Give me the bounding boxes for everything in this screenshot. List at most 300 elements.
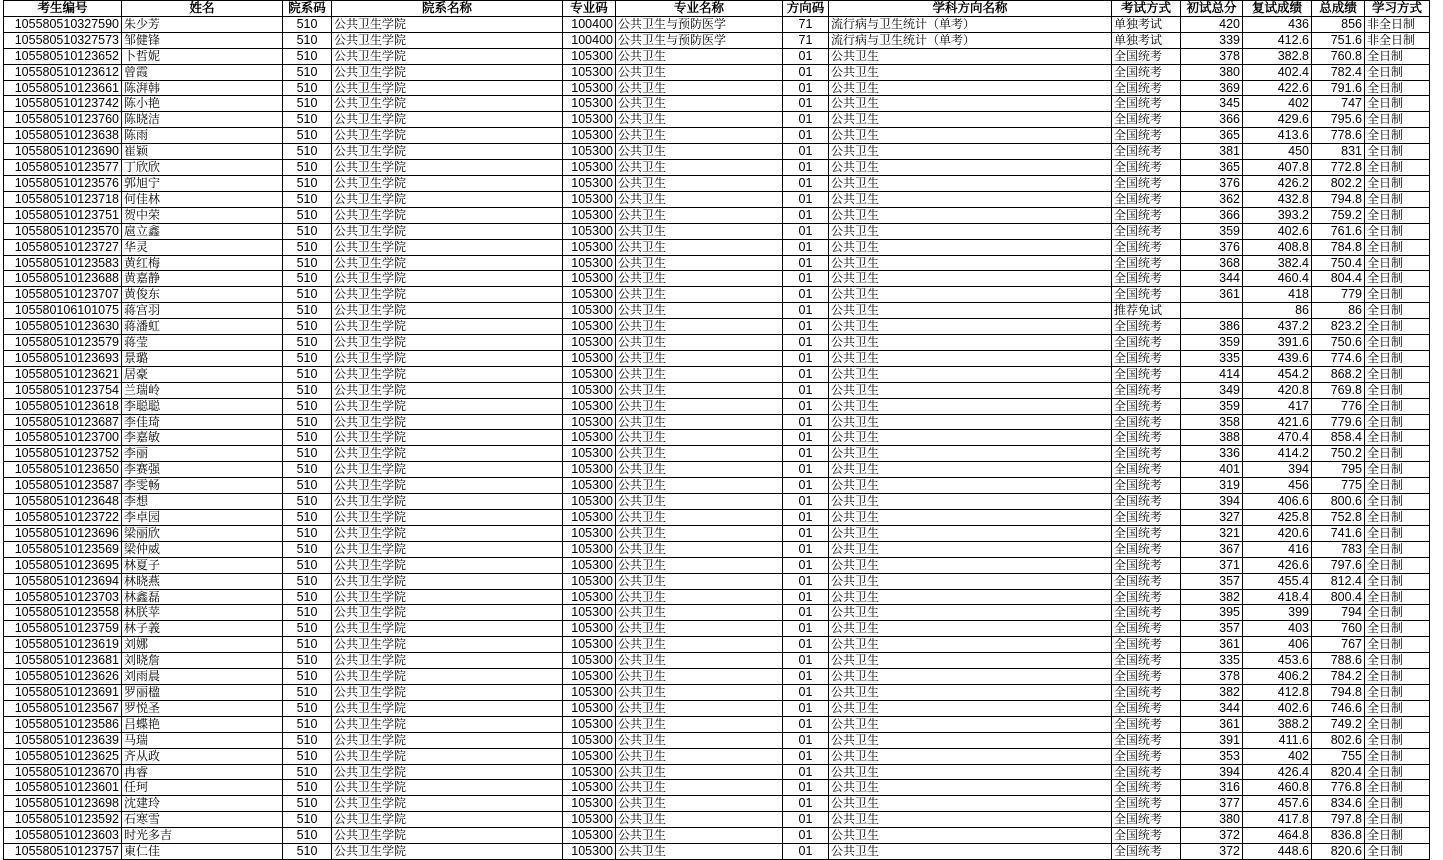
cell-dept-name: 公共卫生学院	[332, 16, 563, 32]
table-row	[4, 557, 1430, 573]
table-row	[4, 191, 1430, 207]
cell-dept-name: 公共卫生学院	[332, 796, 563, 812]
cell-dept-code: 510	[283, 382, 332, 398]
cell-direction-name: 公共卫生	[829, 828, 1112, 844]
cell-exam-type: 全国统考	[1112, 287, 1181, 303]
cell-retest-score: 382.8	[1243, 48, 1312, 64]
cell-exam-type: 推荐免试	[1112, 303, 1181, 319]
cell-candidate-id: 105580510123639	[4, 732, 122, 748]
cell-candidate-id: 105580510123601	[4, 780, 122, 796]
cell-name: 石寒雪	[122, 812, 283, 828]
cell-candidate-id: 105580510123661	[4, 80, 122, 96]
cell-study-mode: 全日制	[1365, 446, 1430, 462]
cell-total-score: 794.8	[1312, 191, 1365, 207]
cell-prelim-total: 359	[1181, 223, 1243, 239]
cell-direction-code: 01	[783, 557, 829, 573]
cell-candidate-id: 105580510123754	[4, 382, 122, 398]
cell-direction-name: 公共卫生	[829, 621, 1112, 637]
cell-direction-code: 01	[783, 716, 829, 732]
cell-major-code: 105300	[563, 335, 616, 351]
cell-direction-code: 01	[783, 144, 829, 160]
cell-study-mode: 全日制	[1365, 796, 1430, 812]
cell-retest-score: 399	[1243, 605, 1312, 621]
cell-exam-type: 全国统考	[1112, 621, 1181, 637]
cell-major-code: 105300	[563, 669, 616, 685]
cell-major-name: 公共卫生与预防医学	[616, 16, 783, 32]
cell-exam-type: 全国统考	[1112, 462, 1181, 478]
cell-major-name: 公共卫生	[616, 303, 783, 319]
table-row	[4, 160, 1430, 176]
cell-prelim-total: 319	[1181, 478, 1243, 494]
cell-major-code: 105300	[563, 684, 616, 700]
cell-direction-code: 01	[783, 319, 829, 335]
cell-major-code: 105300	[563, 716, 616, 732]
cell-major-code: 105300	[563, 525, 616, 541]
cell-prelim-total: 376	[1181, 175, 1243, 191]
cell-direction-name: 公共卫生	[829, 732, 1112, 748]
cell-major-code: 105300	[563, 223, 616, 239]
table-row	[4, 350, 1430, 366]
cell-dept-code: 510	[283, 398, 332, 414]
cell-study-mode: 全日制	[1365, 621, 1430, 637]
cell-name: 兰瑞岭	[122, 382, 283, 398]
cell-retest-score: 470.4	[1243, 430, 1312, 446]
cell-candidate-id: 105580510123742	[4, 96, 122, 112]
cell-dept-code: 510	[283, 96, 332, 112]
cell-dept-code: 510	[283, 764, 332, 780]
cell-major-code: 105300	[563, 605, 616, 621]
cell-candidate-id: 105580510123751	[4, 207, 122, 223]
cell-direction-code: 01	[783, 589, 829, 605]
cell-name: 齐从政	[122, 748, 283, 764]
cell-dept-name: 公共卫生学院	[332, 64, 563, 80]
cell-study-mode: 全日制	[1365, 191, 1430, 207]
column-header-candidate-id: 考生编号	[4, 1, 122, 17]
cell-retest-score: 402.6	[1243, 223, 1312, 239]
cell-major-name: 公共卫生	[616, 271, 783, 287]
cell-prelim-total: 321	[1181, 525, 1243, 541]
cell-total-score: 868.2	[1312, 366, 1365, 382]
cell-total-score: 800.4	[1312, 589, 1365, 605]
cell-candidate-id: 105580510123688	[4, 271, 122, 287]
cell-direction-name: 公共卫生	[829, 653, 1112, 669]
cell-name: 丁欣欣	[122, 160, 283, 176]
cell-direction-name: 公共卫生	[829, 414, 1112, 430]
column-header-direction-code: 方向码	[783, 1, 829, 17]
cell-prelim-total: 344	[1181, 700, 1243, 716]
cell-candidate-id: 105580510123687	[4, 414, 122, 430]
table-row	[4, 621, 1430, 637]
cell-dept-code: 510	[283, 223, 332, 239]
cell-name: 蒋潘虹	[122, 319, 283, 335]
column-header-dept-code: 院系码	[283, 1, 332, 17]
cell-direction-code: 01	[783, 748, 829, 764]
cell-major-code: 105300	[563, 700, 616, 716]
cell-retest-score: 457.6	[1243, 796, 1312, 812]
cell-major-code: 105300	[563, 430, 616, 446]
cell-candidate-id: 105580510123626	[4, 669, 122, 685]
cell-prelim-total: 353	[1181, 748, 1243, 764]
cell-dept-name: 公共卫生学院	[332, 844, 563, 860]
cell-name: 李嘉敏	[122, 430, 283, 446]
cell-name: 蒋宫羽	[122, 303, 283, 319]
cell-major-code: 105300	[563, 255, 616, 271]
cell-major-name: 公共卫生	[616, 223, 783, 239]
cell-total-score: 782.4	[1312, 64, 1365, 80]
cell-prelim-total: 380	[1181, 812, 1243, 828]
cell-prelim-total: 357	[1181, 621, 1243, 637]
cell-exam-type: 全国统考	[1112, 96, 1181, 112]
column-header-dept-name: 院系名称	[332, 1, 563, 17]
cell-exam-type: 全国统考	[1112, 796, 1181, 812]
cell-retest-score: 412.6	[1243, 32, 1312, 48]
table-row	[4, 446, 1430, 462]
cell-major-code: 105300	[563, 621, 616, 637]
cell-dept-code: 510	[283, 510, 332, 526]
cell-major-name: 公共卫生	[616, 335, 783, 351]
cell-direction-code: 01	[783, 350, 829, 366]
cell-candidate-id: 105580510123698	[4, 796, 122, 812]
cell-study-mode: 全日制	[1365, 557, 1430, 573]
cell-direction-code: 01	[783, 80, 829, 96]
cell-major-code: 105300	[563, 589, 616, 605]
cell-dept-code: 510	[283, 716, 332, 732]
cell-dept-name: 公共卫生学院	[332, 80, 563, 96]
cell-retest-score: 394	[1243, 462, 1312, 478]
cell-total-score: 823.2	[1312, 319, 1365, 335]
table-row	[4, 637, 1430, 653]
cell-direction-code: 01	[783, 605, 829, 621]
cell-direction-code: 01	[783, 812, 829, 828]
cell-exam-type: 全国统考	[1112, 319, 1181, 335]
cell-total-score: 797.6	[1312, 557, 1365, 573]
column-header-major-name: 专业名称	[616, 1, 783, 17]
cell-major-name: 公共卫生	[616, 510, 783, 526]
cell-name: 李聪聪	[122, 398, 283, 414]
table-row	[4, 96, 1430, 112]
cell-prelim-total: 388	[1181, 430, 1243, 446]
cell-direction-code: 01	[783, 335, 829, 351]
cell-candidate-id: 105580510123638	[4, 128, 122, 144]
cell-name: 罗丽楹	[122, 684, 283, 700]
cell-prelim-total: 362	[1181, 191, 1243, 207]
cell-direction-code: 01	[783, 796, 829, 812]
cell-retest-score: 450	[1243, 144, 1312, 160]
cell-name: 陈湃韩	[122, 80, 283, 96]
cell-exam-type: 全国统考	[1112, 255, 1181, 271]
cell-retest-score: 402.6	[1243, 700, 1312, 716]
cell-prelim-total	[1181, 303, 1243, 319]
cell-direction-name: 公共卫生	[829, 541, 1112, 557]
cell-major-name: 公共卫生	[616, 175, 783, 191]
cell-major-code: 105300	[563, 764, 616, 780]
cell-name: 郭旭宁	[122, 175, 283, 191]
cell-exam-type: 全国统考	[1112, 494, 1181, 510]
cell-exam-type: 全国统考	[1112, 557, 1181, 573]
cell-candidate-id: 105580510123592	[4, 812, 122, 828]
cell-major-code: 105300	[563, 96, 616, 112]
cell-dept-code: 510	[283, 430, 332, 446]
cell-dept-code: 510	[283, 541, 332, 557]
cell-dept-code: 510	[283, 350, 332, 366]
cell-total-score: 750.4	[1312, 255, 1365, 271]
cell-dept-name: 公共卫生学院	[332, 175, 563, 191]
table-row	[4, 255, 1430, 271]
cell-dept-code: 510	[283, 239, 332, 255]
cell-direction-name: 公共卫生	[829, 96, 1112, 112]
cell-major-name: 公共卫生	[616, 525, 783, 541]
cell-direction-name: 公共卫生	[829, 287, 1112, 303]
cell-dept-name: 公共卫生学院	[332, 144, 563, 160]
cell-dept-name: 公共卫生学院	[332, 494, 563, 510]
cell-prelim-total: 382	[1181, 589, 1243, 605]
cell-name: 任珂	[122, 780, 283, 796]
cell-dept-code: 510	[283, 605, 332, 621]
cell-dept-code: 510	[283, 525, 332, 541]
cell-direction-name: 公共卫生	[829, 525, 1112, 541]
cell-major-name: 公共卫生	[616, 366, 783, 382]
cell-candidate-id: 105580510123694	[4, 573, 122, 589]
cell-exam-type: 全国统考	[1112, 223, 1181, 239]
cell-prelim-total: 335	[1181, 653, 1243, 669]
cell-prelim-total: 349	[1181, 382, 1243, 398]
cell-exam-type: 全国统考	[1112, 350, 1181, 366]
cell-name: 東仁佳	[122, 844, 283, 860]
cell-exam-type: 全国统考	[1112, 510, 1181, 526]
table-row	[4, 414, 1430, 430]
cell-exam-type: 全国统考	[1112, 637, 1181, 653]
cell-direction-name: 公共卫生	[829, 160, 1112, 176]
cell-dept-name: 公共卫生学院	[332, 557, 563, 573]
cell-retest-score: 420.6	[1243, 525, 1312, 541]
cell-name: 马瑞	[122, 732, 283, 748]
cell-major-code: 105300	[563, 160, 616, 176]
cell-study-mode: 全日制	[1365, 716, 1430, 732]
cell-dept-code: 510	[283, 335, 332, 351]
cell-dept-code: 510	[283, 255, 332, 271]
cell-name: 崔颖	[122, 144, 283, 160]
cell-major-code: 105300	[563, 319, 616, 335]
cell-name: 李丽	[122, 446, 283, 462]
table-row	[4, 398, 1430, 414]
cell-study-mode: 全日制	[1365, 287, 1430, 303]
cell-dept-code: 510	[283, 653, 332, 669]
cell-study-mode: 全日制	[1365, 366, 1430, 382]
cell-name: 梁仲威	[122, 541, 283, 557]
cell-major-name: 公共卫生	[616, 462, 783, 478]
cell-total-score: 858.4	[1312, 430, 1365, 446]
cell-major-code: 105300	[563, 414, 616, 430]
cell-exam-type: 全国统考	[1112, 239, 1181, 255]
cell-name: 罗悦圣	[122, 700, 283, 716]
cell-prelim-total: 335	[1181, 350, 1243, 366]
cell-study-mode: 全日制	[1365, 303, 1430, 319]
cell-dept-name: 公共卫生学院	[332, 414, 563, 430]
cell-total-score: 750.2	[1312, 446, 1365, 462]
cell-direction-code: 01	[783, 112, 829, 128]
cell-prelim-total: 378	[1181, 669, 1243, 685]
cell-retest-score: 391.6	[1243, 335, 1312, 351]
cell-study-mode: 全日制	[1365, 525, 1430, 541]
cell-total-score: 776.8	[1312, 780, 1365, 796]
table-row	[4, 669, 1430, 685]
cell-dept-code: 510	[283, 589, 332, 605]
cell-dept-code: 510	[283, 462, 332, 478]
cell-total-score: 741.6	[1312, 525, 1365, 541]
cell-exam-type: 全国统考	[1112, 653, 1181, 669]
cell-direction-code: 01	[783, 430, 829, 446]
cell-direction-code: 01	[783, 128, 829, 144]
cell-name: 李卓园	[122, 510, 283, 526]
cell-direction-code: 01	[783, 175, 829, 191]
cell-major-name: 公共卫生	[616, 382, 783, 398]
cell-retest-score: 448.6	[1243, 844, 1312, 860]
cell-dept-name: 公共卫生学院	[332, 812, 563, 828]
cell-total-score: 794	[1312, 605, 1365, 621]
cell-exam-type: 全国统考	[1112, 128, 1181, 144]
cell-study-mode: 全日制	[1365, 414, 1430, 430]
cell-prelim-total: 366	[1181, 207, 1243, 223]
cell-total-score: 836.8	[1312, 828, 1365, 844]
cell-name: 沈建玲	[122, 796, 283, 812]
cell-major-code: 105300	[563, 494, 616, 510]
cell-direction-code: 01	[783, 653, 829, 669]
cell-prelim-total: 361	[1181, 716, 1243, 732]
cell-candidate-id: 105580510123691	[4, 684, 122, 700]
cell-exam-type: 全国统考	[1112, 605, 1181, 621]
table-row	[4, 780, 1430, 796]
cell-retest-score: 406.6	[1243, 494, 1312, 510]
column-header-exam-type: 考试方式	[1112, 1, 1181, 17]
cell-study-mode: 非全日制	[1365, 32, 1430, 48]
cell-major-name: 公共卫生	[616, 287, 783, 303]
cell-dept-name: 公共卫生学院	[332, 764, 563, 780]
cell-major-code: 105300	[563, 844, 616, 860]
cell-study-mode: 全日制	[1365, 478, 1430, 494]
cell-name: 吕蝶艳	[122, 716, 283, 732]
cell-dept-code: 510	[283, 16, 332, 32]
cell-dept-name: 公共卫生学院	[332, 382, 563, 398]
cell-prelim-total: 345	[1181, 96, 1243, 112]
cell-major-name: 公共卫生	[616, 64, 783, 80]
cell-candidate-id: 105580510123760	[4, 112, 122, 128]
cell-study-mode: 全日制	[1365, 175, 1430, 191]
cell-study-mode: 全日制	[1365, 732, 1430, 748]
cell-candidate-id: 105580510327573	[4, 32, 122, 48]
cell-dept-name: 公共卫生学院	[332, 732, 563, 748]
cell-direction-code: 01	[783, 780, 829, 796]
cell-retest-score: 406.2	[1243, 669, 1312, 685]
cell-direction-code: 01	[783, 207, 829, 223]
cell-study-mode: 全日制	[1365, 112, 1430, 128]
cell-direction-name: 公共卫生	[829, 557, 1112, 573]
cell-major-name: 公共卫生	[616, 844, 783, 860]
column-header-prelim-total: 初试总分	[1181, 1, 1243, 17]
cell-total-score: 746.6	[1312, 700, 1365, 716]
cell-candidate-id: 105580510123693	[4, 350, 122, 366]
cell-direction-name: 公共卫生	[829, 446, 1112, 462]
cell-major-name: 公共卫生	[616, 478, 783, 494]
cell-prelim-total: 378	[1181, 48, 1243, 64]
cell-major-code: 100400	[563, 16, 616, 32]
cell-retest-score: 382.4	[1243, 255, 1312, 271]
cell-total-score: 774.6	[1312, 350, 1365, 366]
cell-dept-code: 510	[283, 32, 332, 48]
table-row	[4, 430, 1430, 446]
cell-candidate-id: 105580510123577	[4, 160, 122, 176]
cell-total-score: 784.2	[1312, 669, 1365, 685]
cell-dept-name: 公共卫生学院	[332, 716, 563, 732]
table-row	[4, 16, 1430, 32]
cell-exam-type: 全国统考	[1112, 64, 1181, 80]
cell-study-mode: 全日制	[1365, 780, 1430, 796]
cell-candidate-id: 105580510123695	[4, 557, 122, 573]
cell-name: 华灵	[122, 239, 283, 255]
cell-study-mode: 全日制	[1365, 589, 1430, 605]
cell-name: 蒋莹	[122, 335, 283, 351]
cell-dept-code: 510	[283, 844, 332, 860]
cell-direction-name: 公共卫生	[829, 510, 1112, 526]
cell-retest-score: 417.8	[1243, 812, 1312, 828]
cell-major-name: 公共卫生	[616, 160, 783, 176]
cell-retest-score: 437.2	[1243, 319, 1312, 335]
cell-direction-name: 公共卫生	[829, 128, 1112, 144]
cell-major-code: 105300	[563, 350, 616, 366]
cell-direction-code: 01	[783, 398, 829, 414]
cell-study-mode: 全日制	[1365, 255, 1430, 271]
cell-retest-score: 402	[1243, 96, 1312, 112]
cell-direction-name: 公共卫生	[829, 271, 1112, 287]
cell-dept-code: 510	[283, 637, 332, 653]
cell-major-name: 公共卫生	[616, 605, 783, 621]
cell-dept-name: 公共卫生学院	[332, 430, 563, 446]
cell-direction-code: 01	[783, 160, 829, 176]
cell-candidate-id: 105580510123603	[4, 828, 122, 844]
cell-direction-name: 公共卫生	[829, 398, 1112, 414]
cell-direction-code: 01	[783, 637, 829, 653]
cell-direction-code: 01	[783, 239, 829, 255]
table-row	[4, 48, 1430, 64]
cell-direction-name: 公共卫生	[829, 684, 1112, 700]
cell-retest-score: 411.6	[1243, 732, 1312, 748]
cell-major-code: 105300	[563, 80, 616, 96]
cell-direction-code: 01	[783, 573, 829, 589]
cell-dept-code: 510	[283, 175, 332, 191]
cell-major-name: 公共卫生	[616, 828, 783, 844]
cell-dept-name: 公共卫生学院	[332, 828, 563, 844]
cell-total-score: 802.2	[1312, 175, 1365, 191]
cell-major-code: 100400	[563, 32, 616, 48]
cell-major-code: 105300	[563, 64, 616, 80]
cell-total-score: 779.6	[1312, 414, 1365, 430]
cell-dept-code: 510	[283, 366, 332, 382]
cell-name: 刘晓詹	[122, 653, 283, 669]
cell-name: 卜哲妮	[122, 48, 283, 64]
cell-direction-code: 01	[783, 844, 829, 860]
cell-major-name: 公共卫生	[616, 239, 783, 255]
cell-total-score: 820.6	[1312, 844, 1365, 860]
cell-direction-code: 01	[783, 223, 829, 239]
cell-total-score: 750.6	[1312, 335, 1365, 351]
cell-study-mode: 全日制	[1365, 700, 1430, 716]
cell-prelim-total: 372	[1181, 844, 1243, 860]
cell-dept-code: 510	[283, 287, 332, 303]
cell-dept-name: 公共卫生学院	[332, 748, 563, 764]
cell-direction-name: 公共卫生	[829, 430, 1112, 446]
cell-total-score: 812.4	[1312, 573, 1365, 589]
cell-total-score: 788.6	[1312, 653, 1365, 669]
cell-candidate-id: 105580510123722	[4, 510, 122, 526]
